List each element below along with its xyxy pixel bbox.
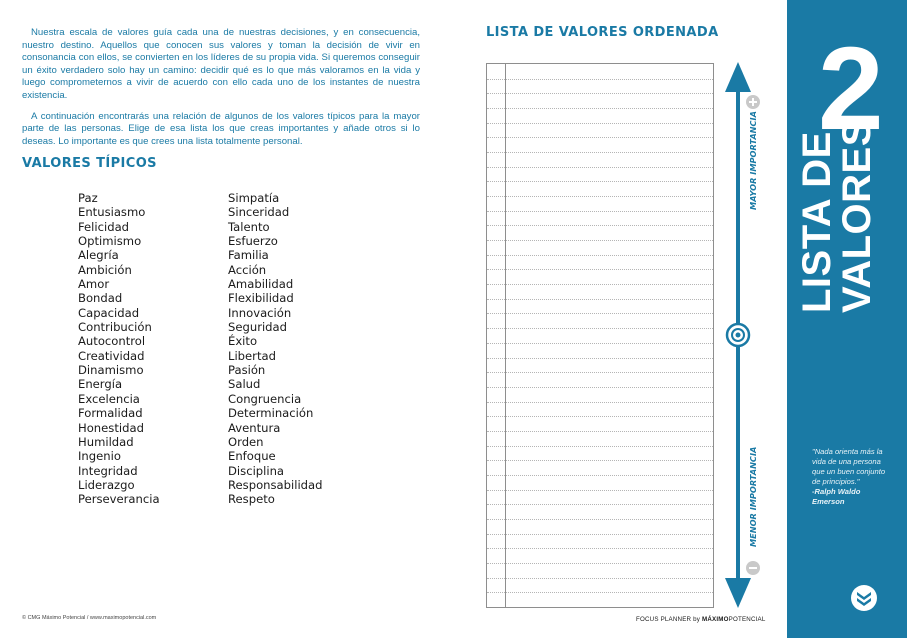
value-item: Determinación — [228, 406, 314, 421]
brand-logo-icon — [851, 585, 877, 611]
value-item: Esfuerzo — [228, 234, 278, 249]
lista-ordenada-title: LISTA DE VALORES ORDENADA — [486, 25, 719, 40]
footer-brand-bold: MÁXIMO — [701, 616, 729, 623]
value-item: Honestidad — [78, 420, 144, 435]
value-item: Paz — [78, 191, 98, 205]
quote — [812, 447, 892, 507]
ordered-list-table[interactable] — [486, 63, 714, 608]
target-icon — [727, 324, 749, 346]
list-row-line — [487, 402, 713, 403]
list-row-line — [487, 490, 713, 491]
quote-author: -Ralph Waldo Emerson — [812, 487, 861, 506]
list-row-line — [487, 343, 713, 344]
value-item: Creatividad — [78, 348, 145, 363]
intro-paragraph-2: A continuación encontrarás una relación de algunos de los valores típicos para la mayor parte de las personas. Elige de esa lista los que creas importantes y añade otros si lo deseas. Lo importante es que crees una lista totalmente personal. — [22, 110, 420, 147]
list-row-line — [487, 299, 713, 300]
intro-text — [22, 27, 420, 156]
value-item: Respeto — [228, 492, 275, 507]
value-item: Ingenio — [78, 449, 121, 464]
chapter-title-line-2: VALORES — [835, 119, 879, 313]
value-item: Optimismo — [78, 234, 142, 249]
list-row-line — [487, 269, 713, 270]
value-item: Acción — [228, 262, 267, 277]
value-item: Amabilidad — [228, 277, 294, 292]
list-row-line — [487, 563, 713, 564]
mayor-importancia-label: MAYOR IMPORTANCIA — [748, 111, 758, 210]
valores-tipicos-title: VALORES TÍPICOS — [22, 156, 157, 171]
value-item: Perseverancia — [78, 492, 160, 507]
list-row-line — [487, 225, 713, 226]
value-item: Capacidad — [78, 305, 140, 320]
value-item: Congruencia — [228, 391, 302, 406]
value-item: Bondad — [78, 291, 123, 306]
value-item: Formalidad — [78, 406, 143, 421]
value-item: Amor — [78, 277, 110, 292]
value-item: Libertad — [228, 348, 276, 363]
value-item: Éxito — [228, 334, 258, 349]
plus-icon — [746, 95, 760, 109]
list-row-line — [487, 416, 713, 417]
footer-brand-prefix: FOCUS PLANNER by — [636, 616, 702, 623]
chapter-title — [795, 119, 907, 313]
value-item: Felicidad — [78, 219, 130, 234]
value-item: Salud — [228, 377, 261, 392]
list-row-line — [487, 372, 713, 373]
list-row-line — [487, 387, 713, 388]
list-row-line — [487, 255, 713, 256]
value-item: Familia — [228, 248, 269, 263]
value-item: Orden — [228, 434, 264, 449]
footer-copyright: © CMG Máximo Potencial / www.maximopotencial.com — [22, 615, 157, 621]
list-row-line — [487, 137, 713, 138]
list-row-line — [487, 313, 713, 314]
value-item: Sinceridad — [228, 205, 290, 220]
list-row-line — [487, 328, 713, 329]
value-item: Humildad — [78, 434, 134, 449]
list-row-line — [487, 152, 713, 153]
margin-line — [505, 64, 506, 607]
value-item: Talento — [228, 219, 270, 234]
footer-brand-regular: POTENCIAL — [728, 616, 766, 623]
intro-paragraph-1: Nuestra escala de valores guía cada una de nuestras decisiones, y en consecuencia, nuestro destino. Aquellos que conocen sus valores y toman la decisión de vivir en consonancia con ellos, se convierten en los líderes de su propia vida. Si queremos conseguir un éxito verdadero solo hay un camino: decidir qué es lo que más valoramos en la vida y luego comprometernos a vivir de acuerdo con ello cada uno de los instantes de nuestra existencia. — [22, 27, 420, 101]
value-item: Innovación — [228, 305, 292, 320]
list-row-line — [487, 475, 713, 476]
list-row-line — [487, 181, 713, 182]
list-row-line — [487, 534, 713, 535]
list-row-line — [487, 519, 713, 520]
list-row-line — [487, 548, 713, 549]
values-column-2 — [228, 191, 323, 507]
value-item: Ambición — [78, 262, 132, 277]
list-row-line — [487, 358, 713, 359]
list-row-line — [487, 196, 713, 197]
list-row-line — [487, 578, 713, 579]
list-row-line — [487, 123, 713, 124]
menor-importancia-label: MENOR IMPORTANCIA — [748, 446, 758, 547]
value-item: Excelencia — [78, 391, 140, 406]
value-item: Energía — [78, 377, 123, 392]
value-item: Pasión — [228, 363, 266, 378]
list-row-line — [487, 79, 713, 80]
chapter-number: 2 — [818, 23, 884, 155]
value-item: Liderazgo — [78, 477, 135, 492]
value-item: Integridad — [78, 463, 138, 478]
chapter-title-line-1: LISTA DE — [795, 131, 839, 313]
minus-icon — [746, 561, 760, 575]
value-item: Aventura — [228, 420, 281, 435]
value-item: Dinamismo — [78, 363, 144, 378]
list-row-line — [487, 108, 713, 109]
value-item: Flexibilidad — [228, 291, 294, 306]
list-row-line — [487, 446, 713, 447]
list-row-line — [487, 431, 713, 432]
list-row-line — [487, 504, 713, 505]
footer-brand — [636, 616, 766, 623]
value-item: Alegría — [78, 248, 119, 263]
list-row-line — [487, 592, 713, 593]
value-item: Autocontrol — [78, 334, 146, 349]
values-column-1 — [78, 191, 160, 507]
value-item: Contribución — [78, 320, 152, 335]
list-row-line — [487, 211, 713, 212]
value-item: Entusiasmo — [78, 205, 146, 220]
value-item: Responsabilidad — [228, 477, 323, 492]
list-row-line — [487, 93, 713, 94]
value-item: Disciplina — [228, 463, 285, 478]
list-row-line — [487, 460, 713, 461]
value-item: Enfoque — [228, 449, 276, 464]
list-row-line — [487, 167, 713, 168]
list-row-line — [487, 284, 713, 285]
list-row-line — [487, 240, 713, 241]
value-item: Simpatía — [228, 191, 280, 205]
value-item: Seguridad — [228, 320, 288, 335]
quote-text: "Nada orienta más la vida de una persona que un buen conjunto de principios." — [812, 447, 886, 486]
